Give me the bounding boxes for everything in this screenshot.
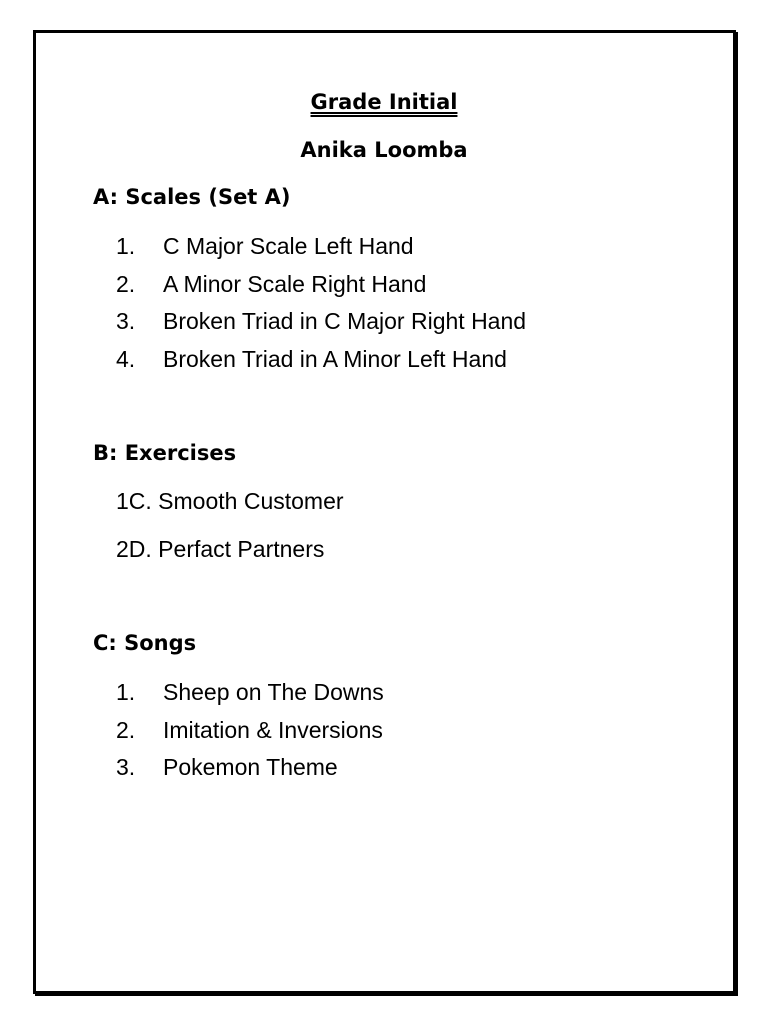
item-text: Sheep on The Downs [163, 679, 384, 705]
section-heading-exercises: B: Exercises [93, 441, 237, 465]
item-number: 3. [116, 754, 136, 781]
item-text: Broken Triad in A Minor Left Hand [163, 346, 507, 373]
item-number: 1. [116, 233, 136, 259]
item-text: C Major Scale Left Hand [163, 233, 414, 259]
item-number: 2. [116, 716, 136, 743]
exercise-item: 2D. Perfact Partners [116, 536, 325, 562]
item-text: Broken Triad in C Major Right Hand [163, 308, 527, 335]
item-number: 3. [116, 308, 136, 335]
item-number: 2. [116, 270, 136, 297]
item-text: Imitation & Inversions [163, 716, 383, 743]
item-number: 4. [116, 346, 136, 373]
item-text: Pokemon Theme [163, 754, 338, 781]
item-number: 1. [116, 679, 136, 705]
section-heading-songs: C: Songs [93, 631, 197, 655]
document-title-text: Grade Initial [310, 90, 458, 114]
item-text: A Minor Scale Right Hand [163, 270, 427, 297]
document-title [0, 90, 768, 114]
section-heading-scales: A: Scales (Set A) [93, 185, 291, 209]
student-name: Anika Loomba [300, 138, 468, 162]
exercise-item: 1C. Smooth Customer [116, 488, 344, 514]
